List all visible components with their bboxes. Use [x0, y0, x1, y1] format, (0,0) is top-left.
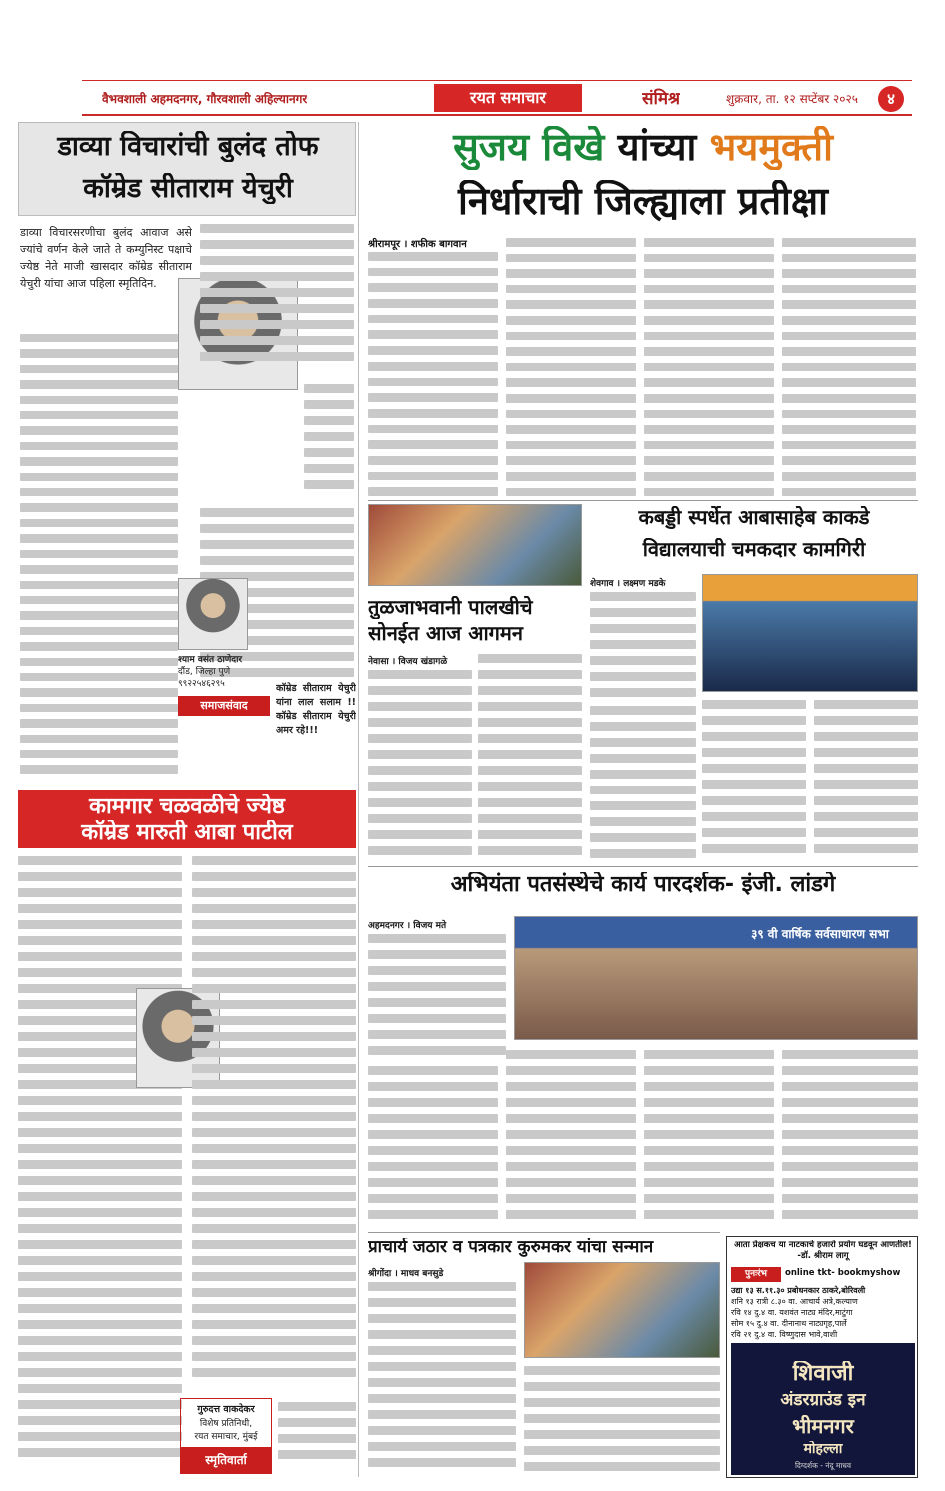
kabaddi-team-photo — [702, 574, 918, 692]
ad-date-2: शनि १३ रात्री ८.३० वा. आचार्य अत्रे,कल्याण — [731, 1297, 858, 1306]
tuljabhavani-dateline: नेवासा । विजय खंडागळे — [368, 657, 448, 667]
vikhe-headline-word-vikhe: विखे — [542, 126, 605, 169]
ad-credits: दिग्दर्शक - नंदू माधव — [794, 1461, 852, 1470]
patsanstha-body-column-3 — [644, 1050, 774, 1226]
yechury-intro: डाव्या विचारसरणीचा बुलंद आवाज असे ज्यांचे वर्णन केले जाते ते कम्युनिस्ट पक्षाचे ज्येष्ठ नेते माजी खासदार कॉम्रेड सीताराम येचुरी यांचा आज पहिला स्मृतिदिन. — [20, 226, 192, 290]
author-photo — [178, 578, 248, 650]
section-rule — [368, 500, 918, 501]
vikhe-body-column-4 — [782, 238, 916, 496]
section-rule-2 — [368, 866, 918, 867]
ad-poster — [731, 1343, 915, 1475]
maruti-author-role: विशेष प्रतिनिधी, — [199, 1419, 253, 1429]
kurumkar-dateline: श्रीगोंदा । माधव बनसुडे — [368, 1269, 444, 1279]
author-byline — [178, 654, 270, 690]
kabaddi-dateline: शेवगाव । लक्ष्मण मडके — [590, 579, 666, 589]
yechury-headline-line-2: कॉम्रेड सीताराम येचुरी — [83, 173, 293, 204]
maruti-author-place: रयत समाचार, मुंबई — [194, 1432, 258, 1442]
kabaddi-body-intro — [590, 592, 696, 702]
author-place: दौंड, जिल्हा पुणे — [178, 667, 231, 677]
kabaddi-body-column-3 — [814, 700, 918, 858]
newspaper-brand[interactable]: रयत समाचार — [434, 84, 582, 112]
section-rule-3 — [368, 1232, 720, 1233]
vikhe-body-column-2 — [506, 238, 636, 496]
yechury-closing: कॉम्रेड सीताराम येचुरी यांना लाल सलाम !! कॉम्रेड सीताराम येचुरी अमर रहे!!! — [276, 683, 356, 736]
vikhe-body-column-1 — [368, 252, 498, 496]
ad-title-line-2: अंडरग्राउंड इन — [780, 1391, 866, 1410]
vikhe-article — [368, 122, 918, 500]
ad-date-1: उद्या १३ स.११.३० प्रबोधनकार ठाकरे,बोरिवली — [731, 1286, 866, 1295]
maruti-headline-line-1: कामगार चळवळीचे ज्येष्ठ — [89, 794, 285, 819]
vikhe-body-column-3 — [644, 238, 774, 496]
maruti-patil-article — [18, 790, 356, 1478]
author-phone: ९९२२५४६२९५ — [178, 679, 225, 689]
kurumkar-body-column-2 — [524, 1366, 720, 1474]
yechury-body-column-2 — [200, 224, 354, 374]
kabaddi-headline-line-2: विद्यालयाची चमकदार कामगिरी — [642, 538, 866, 561]
ad-date-5: रवि २१ दु.४ वा. विष्णुदास भावे,वाशी — [731, 1330, 838, 1339]
tuljabhavani-body-column-1 — [368, 670, 472, 858]
kurumkar-body-column-1 — [368, 1282, 516, 1474]
page-number-badge: ४ — [878, 86, 904, 112]
maruti-headline-line-2: कॉम्रेड मारुती आबा पाटील — [81, 820, 293, 845]
ad-quote: आता प्रेक्षकच या नाटकाचे हजारो प्रयोग घडवून आणतील! -डॉ. श्रीराम लागू — [734, 1240, 912, 1261]
tuljabhavani-body-column-2 — [478, 654, 582, 858]
kabaddi-body-column-2 — [702, 700, 806, 858]
issue-date: शुक्रवार, ता. १२ सप्टेंबर २०२५ — [726, 92, 859, 106]
ad-show-dates — [731, 1285, 915, 1340]
ad-title-line-4: मोहल्ला — [803, 1441, 843, 1457]
patsanstha-banner-text: ३९ वी वार्षिक सर्वसाधारण सभा — [751, 927, 889, 941]
ad-booking[interactable]: online tkt- bookmyshow — [785, 1268, 901, 1278]
yechury-article — [18, 122, 356, 782]
patsanstha-body-column-1 — [368, 1066, 498, 1226]
kabaddi-body-column-1 — [590, 706, 696, 858]
vikhe-headline-line-2: निर्धाराची जिल्ह्याला प्रतीक्षा — [458, 180, 828, 223]
maruti-author-name: गुरुदत्त वाकदेकर — [197, 1404, 255, 1415]
column-tag-samajsanvad: समाजसंवाद — [178, 696, 270, 716]
column-tag-smrutivarta: स्मृतिवार्ता — [181, 1447, 271, 1473]
ad-punah-badge: पुनःरंभ — [731, 1267, 781, 1282]
tuljabhavani-article — [368, 504, 582, 862]
kabaddi-headline-line-1: कबड्डी स्पर्धेत आबासाहेब काकडे — [638, 506, 870, 529]
patsanstha-meeting-photo — [514, 916, 918, 1040]
tuljabhavani-photo — [368, 504, 582, 586]
vikhe-headline-line-1 — [368, 126, 918, 170]
patsanstha-article — [368, 870, 918, 1230]
maruti-body-column-1 — [18, 856, 182, 1470]
patsanstha-headline: अभियंता पतसंस्थेचे कार्य पारदर्शक- इंजी. लांडगे — [450, 872, 836, 897]
patsanstha-body-column-2 — [506, 1050, 636, 1226]
kurumkar-article — [368, 1236, 720, 1478]
tuljabhavani-headline-line-1: तुळजाभवानी पालखीचे — [368, 596, 533, 619]
patsanstha-body-column-4 — [782, 1050, 918, 1226]
yechury-body-column-2b — [304, 384, 354, 504]
maruti-author-box — [180, 1398, 272, 1474]
patsanstha-dateline: अहमदनगर । विजय मते — [368, 921, 447, 931]
vikhe-dateline: श्रीरामपूर । शफीक बागवान — [368, 239, 467, 250]
vikhe-headline-word-bhaymukti: भयमुक्ती — [709, 126, 833, 169]
section-title: संमिश्र — [642, 89, 681, 109]
ad-title-line-3: भीमनगर — [792, 1415, 854, 1438]
ad-title-line-1: शिवाजी — [792, 1361, 854, 1386]
patsanstha-intro — [368, 934, 506, 1058]
column-divider — [358, 122, 359, 1477]
yechury-headline-box — [18, 122, 356, 216]
masthead — [82, 80, 912, 116]
vikhe-headline-word-sujay: सुजय — [453, 126, 529, 169]
kurumkar-felicitation-photo — [524, 1262, 720, 1358]
yechury-headline-line-1: डाव्या विचारांची बुलंद तोफ — [57, 131, 319, 162]
maruti-body-column-3 — [278, 1402, 356, 1472]
vikhe-headline-word-yanchya: यांच्या — [617, 126, 697, 169]
ad-date-4: सोम १५ दु.४ वा. दीनानाथ नाट्यगृह,पार्ले — [731, 1319, 847, 1328]
tuljabhavani-headline-line-2: सोनईत आज आगमन — [368, 622, 523, 645]
kabaddi-article — [590, 504, 918, 862]
maruti-headline-box — [18, 790, 356, 848]
author-name: श्याम वसंत ठाणेदार — [178, 655, 243, 665]
yechury-body-column-1 — [20, 334, 178, 774]
theatre-advertisement[interactable] — [726, 1236, 918, 1478]
ad-date-3: रवि १४ दु.४ वा. यशवंत नाट्य मंदिर,माटुंगा — [731, 1308, 853, 1317]
masthead-tagline: वैभवशाली अहमदनगर, गौरवशाली अहिल्यानगर — [102, 92, 308, 106]
maruti-body-column-2 — [192, 856, 356, 1396]
kurumkar-headline: प्राचार्य जठार व पत्रकार कुरुमकर यांचा सन्मान — [368, 1238, 654, 1257]
